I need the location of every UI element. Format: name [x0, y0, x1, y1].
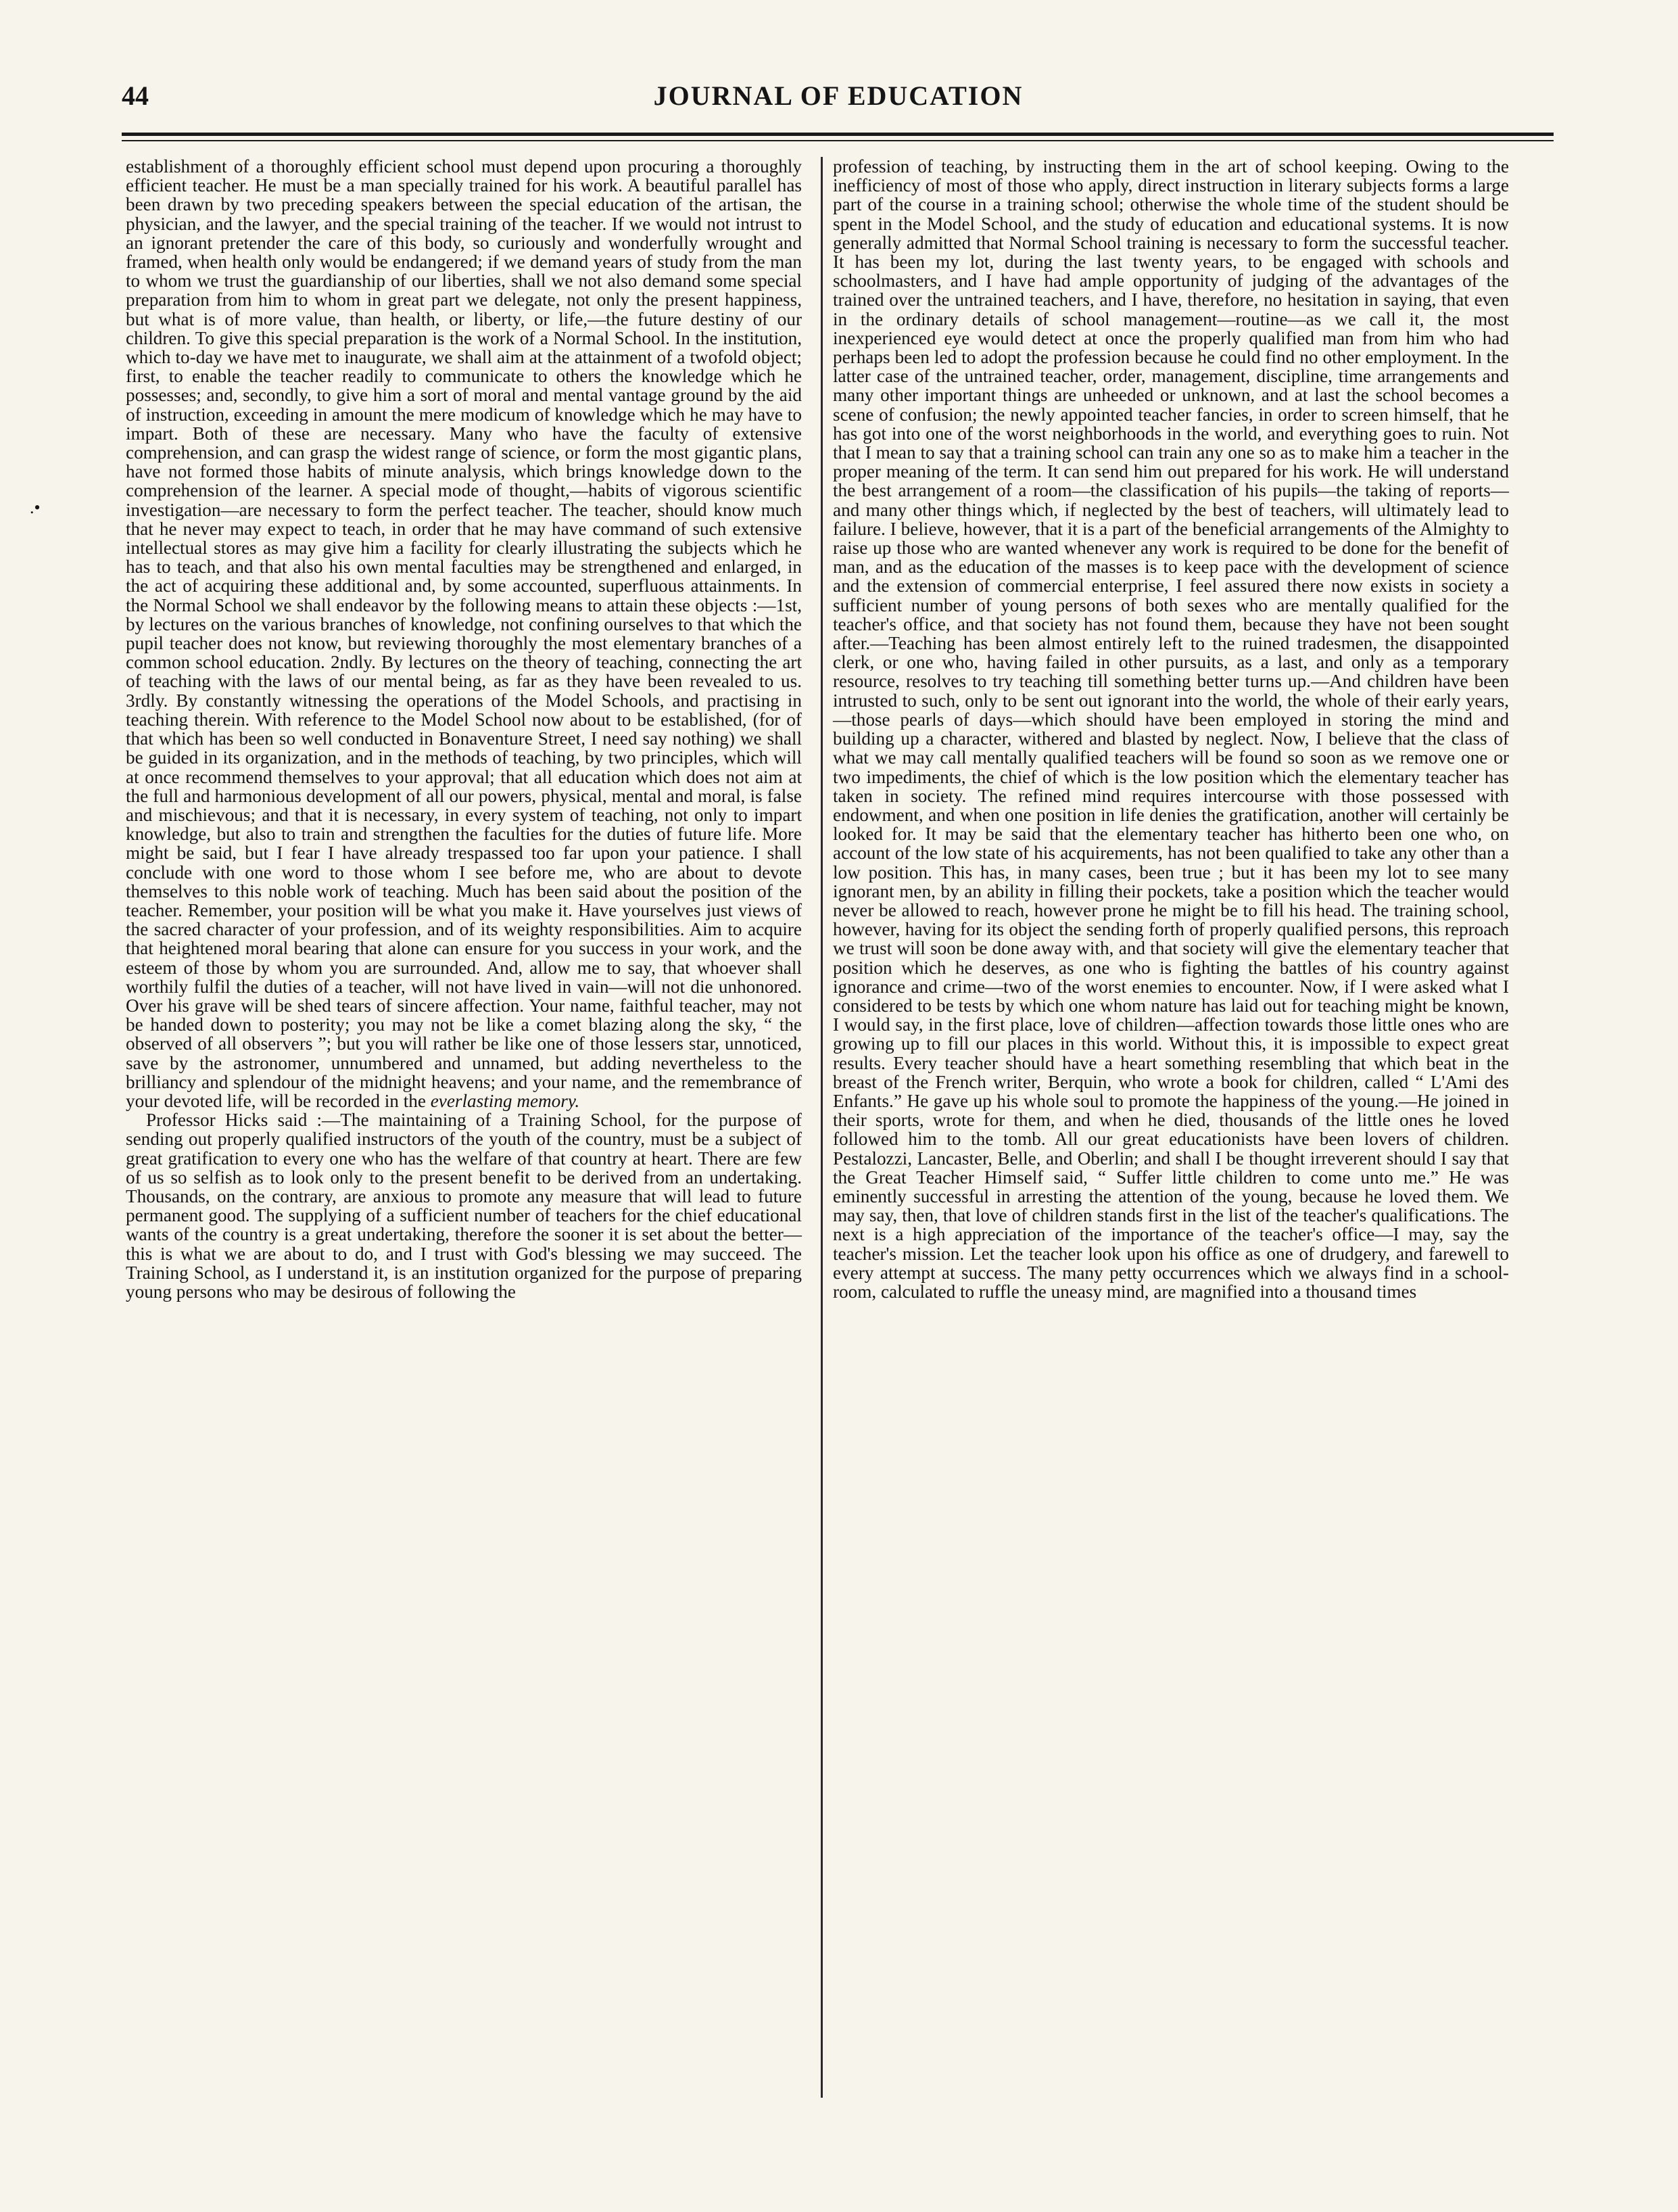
right-paragraph-1: profession of teaching, by instructing them in the art of school keeping. Owing to the inefficiency of most of those who apply, direct instruction in literary subjects forms a large part of the course in a training school; otherwise the whole time of the student should be spent in the Model School, and the study of education and educational systems. It is now generally admitted that Normal School training is necessary to form the successful teacher. It has been my lot, during the last twenty years, to be engaged with schools and schoolmasters, and I have had ample opportunity of judging of the advantages of the trained over the untrained teachers, and I have, therefore, no hesitation in saying, that even in the ordinary details of school management—routine—as we call it, the most inexperienced eye would detect at once the properly qualified man from him who had perhaps been led to adopt the profession because he could find no other employment. In the latter case of the untrained teacher, order, management, discipline, time arrangements and many other important things are unheeded or unknown, and at last the school becomes a scene of confusion; the newly appointed teacher fancies, in order to screen himself, that he has got into one of the worst neighborhoods in the world, and everything goes to ruin. Not that I mean to say that a training school can train any one so as to make him a teacher in the proper meaning of the term. It can send him out prepared for his work. He will understand the best arrangement of a room—the classification of his pupils—the taking of reports—and many other things which, if neglected by the best of teachers, will ultimately lead to failure. I believe, however, that it is a part of the beneficial arrangements of the Almighty to raise up those who are wanted whenever any work is required to be done for the benefit of man, and as the education of the masses is to keep pace with the development of science and the extension of commercial enterprise, I feel assured there now exists in society a sufficient number of young persons of both sexes who are mentally qualified for the teacher's office, and that society has not found them, because they have not been sought after.—Teaching has been almost entirely left to the ruined tradesmen, the disappointed clerk, or one who, having failed in other pursuits, as a last, and only as a temporary resource, resolves to try teaching till something better turns up.—And children have been intrusted to such, only to be sent out ignorant into the world, the whole of their early years,—those pearls of days—which should have been employed in storing the mind and building up a character, withered and blasted by neglect. Now, I believe that the class of what we may call mentally qualified teachers will be found so soon as we remove one or two impediments, the chief of which is the low position which the elementary teacher has taken in society. The refined mind requires intercourse with those possessed with endowment, and when one position in life denies the gratification, another will certainly be looked for. It may be said that the elementary teacher has hitherto been one who, on account of the low state of his acquirements, has not been qualified to take any other than a low position. This has, in many cases, been true ; but it has been my lot to see many ignorant men, by an ability in filling their pockets, take a position which the teacher would never be allowed to reach, however prone he might be to fill his head. The training school, however, having for its object the sending forth of properly qualified persons, this reproach we trust will soon be done away with, and that society will give the elementary teacher that position which he deserves, as one who is fighting the battles of his country against ignorance and crime—two of the worst enemies to encounter. Now, if I were asked what I considered to be tests by which one whom nature has laid out for teaching might be known, I would say, in the first place, love of children—affection towards those little ones who are growing up to fill our places in this world. Without this, it is impossible to expect great results. Every teacher should have a heart something resembling that which beat in the breast of the French writer, Berquin, who wrote a book for children, called “ L'Ami des Enfants.” He gave up his whole soul to promote the happiness of the young.—He joined in their sports, wrote for them, and when he died, thousands of the little ones he loved followed him to the tomb. All our great educationists have been lovers of children. Pestalozzi, Lancaster, Belle, and Oberlin; and shall I be thought irreverent should I say that the Great Teacher Himself said, “ Suffer little children to come unto me.” He was eminently successful in arresting the attention of the young, because he loved them. We may say, then, that love of children stands first in the list of the teacher's qualifications. The next is a high appreciation of the importance of the teacher's office—I may, say the teacher's mission. Let the teacher look upon his office as one of drudgery, and farewell to every attempt at success. The many petty occurrences which we always find in a school-room, calculated to ruffle the uneasy mind, are magnified into a thousand times [833, 156, 1509, 1302]
page-number: 44 [122, 80, 149, 111]
left-paragraph-1 [126, 157, 802, 1110]
left-paragraph-1-emphasis: everlasting memory. [430, 1090, 580, 1111]
margin-mark: .• [30, 498, 41, 517]
header-rule-thin [122, 140, 1554, 141]
left-column [126, 157, 802, 1301]
column-divider [821, 157, 823, 2098]
page-header [122, 80, 1555, 120]
header-rule-thick [122, 133, 1554, 136]
left-paragraph-2: Professor Hicks said :—The maintaining of a Training School, for the purpose of sending out properly qualified instructors of the youth of the country, must be a subject of great gratification to every one who has the welfare of that country at heart. There are few of us so selfish as to look only to the present benefit to be derived from an undertaking. Thousands, on the contrary, are anxious to promote any measure that will lead to future permanent good. The supplying of a sufficient number of teachers for the chief educational wants of the country is a great undertaking, therefore the sooner it is set about the better—this is what we are about to do, and I trust with God's blessing we may succeed. The Training School, as I understand it, is an institution organized for the purpose of preparing young persons who may be desirous of following the [126, 1110, 802, 1302]
left-paragraph-1-text: establishment of a thoroughly efficient school must depend upon procuring a thoroughly efficient teacher. He must be a man specially trained for his work. A beautiful parallel has been drawn by two preceding speakers between the special education of the artisan, the physician, and the lawyer, and the special training of the teacher. If we would not intrust to an ignorant pretender the care of this body, so curiously and wonderfully wrought and framed, when health only would be endangered; if we demand years of study from the man to whom we trust the guardianship of our liberties, shall we not also demand some special preparation from him to whom in great part we delegate, not only the present happiness, but what is of more value, than health, or liberty, or life,—the future destiny of our children. To give this special preparation is the work of a Normal School. In the institution, which to-day we have met to inaugurate, we shall aim at the attainment of a twofold object; first, to enable the teacher readily to communicate to others the knowledge which he possesses; and, secondly, to give him a sort of moral and mental vantage ground by the aid of instruction, exceeding in amount the mere modicum of knowledge which he may have to impart. Both of these are necessary. Many who have the faculty of extensive comprehension, and can grasp the widest range of science, or form the most gigantic plans, have not formed those habits of minute analysis, which brings knowledge down to the comprehension of the learner. A special mode of thought,—habits of vigorous scientific investigation—are necessary to form the perfect teacher. The teacher, should know much that he never may expect to teach, in order that he may have command of such extensive intellectual stores as may give him a facility for clearly illustrating the subjects which he has to teach, and that also his own mental faculties may be strengthened and enlarged, in the act of acquiring these additional and, by some accounted, superfluous attainments. In the Normal School we shall endeavor by the following means to attain these objects :—1st, by lectures on the various branches of knowledge, not confining ourselves to that which the pupil teacher does not know, but reviewing thoroughly the most elementary branches of a common school education. 2ndly. By lectures on the theory of teaching, connecting the art of teaching with the laws of our mental being, as far as they have been revealed to us. 3rdly. By constantly witnessing the operations of the Model Schools, and practising in teaching therein. With reference to the Model School now about to be established, (for of that which has been so well conducted in Bonaventure Street, I need say nothing) we shall be guided in its organization, and in the methods of teaching, by two principles, which will at once recommend themselves to your approval; that all education which does not aim at the full and harmonious development of all our powers, physical, mental and moral, is false and mischievous; and that it is necessary, in every system of teaching, not only to impart knowledge, but also to train and strengthen the faculties for the duties of future life. More might be said, but I fear I have already trespassed too far upon your patience. I shall conclude with one word to those whom I see before me, who are about to devote themselves to this noble work of teaching. Much has been said about the position of the teacher. Remember, your position will be what you make it. Have yourselves just views of the sacred character of your profession, and of its weighty responsibilities. Aim to acquire that heightened moral bearing that alone can ensure for you success in your work, and the esteem of those by whom you are surrounded. And, allow me to say, that whoever shall worthily fulfil the duties of a teacher, will not have lived in vain—will not die unhonored. Over his grave will be shed tears of sincere affection. Your name, faithful teacher, may not be handed down to posterity; you may not be like a comet blazing along the sky, “ the observed of all observers ”; but you will rather be like one of those lessers star, unnoticed, save by the astronomer, unnumbered and unnamed, but adding nevertheless to the brilliancy and splendour of the midnight heavens; and your name, and the remembrance of your devoted life, will be recorded in the [126, 156, 802, 1111]
right-column [833, 157, 1509, 1301]
journal-title: JOURNAL OF EDUCATION [653, 80, 1024, 111]
